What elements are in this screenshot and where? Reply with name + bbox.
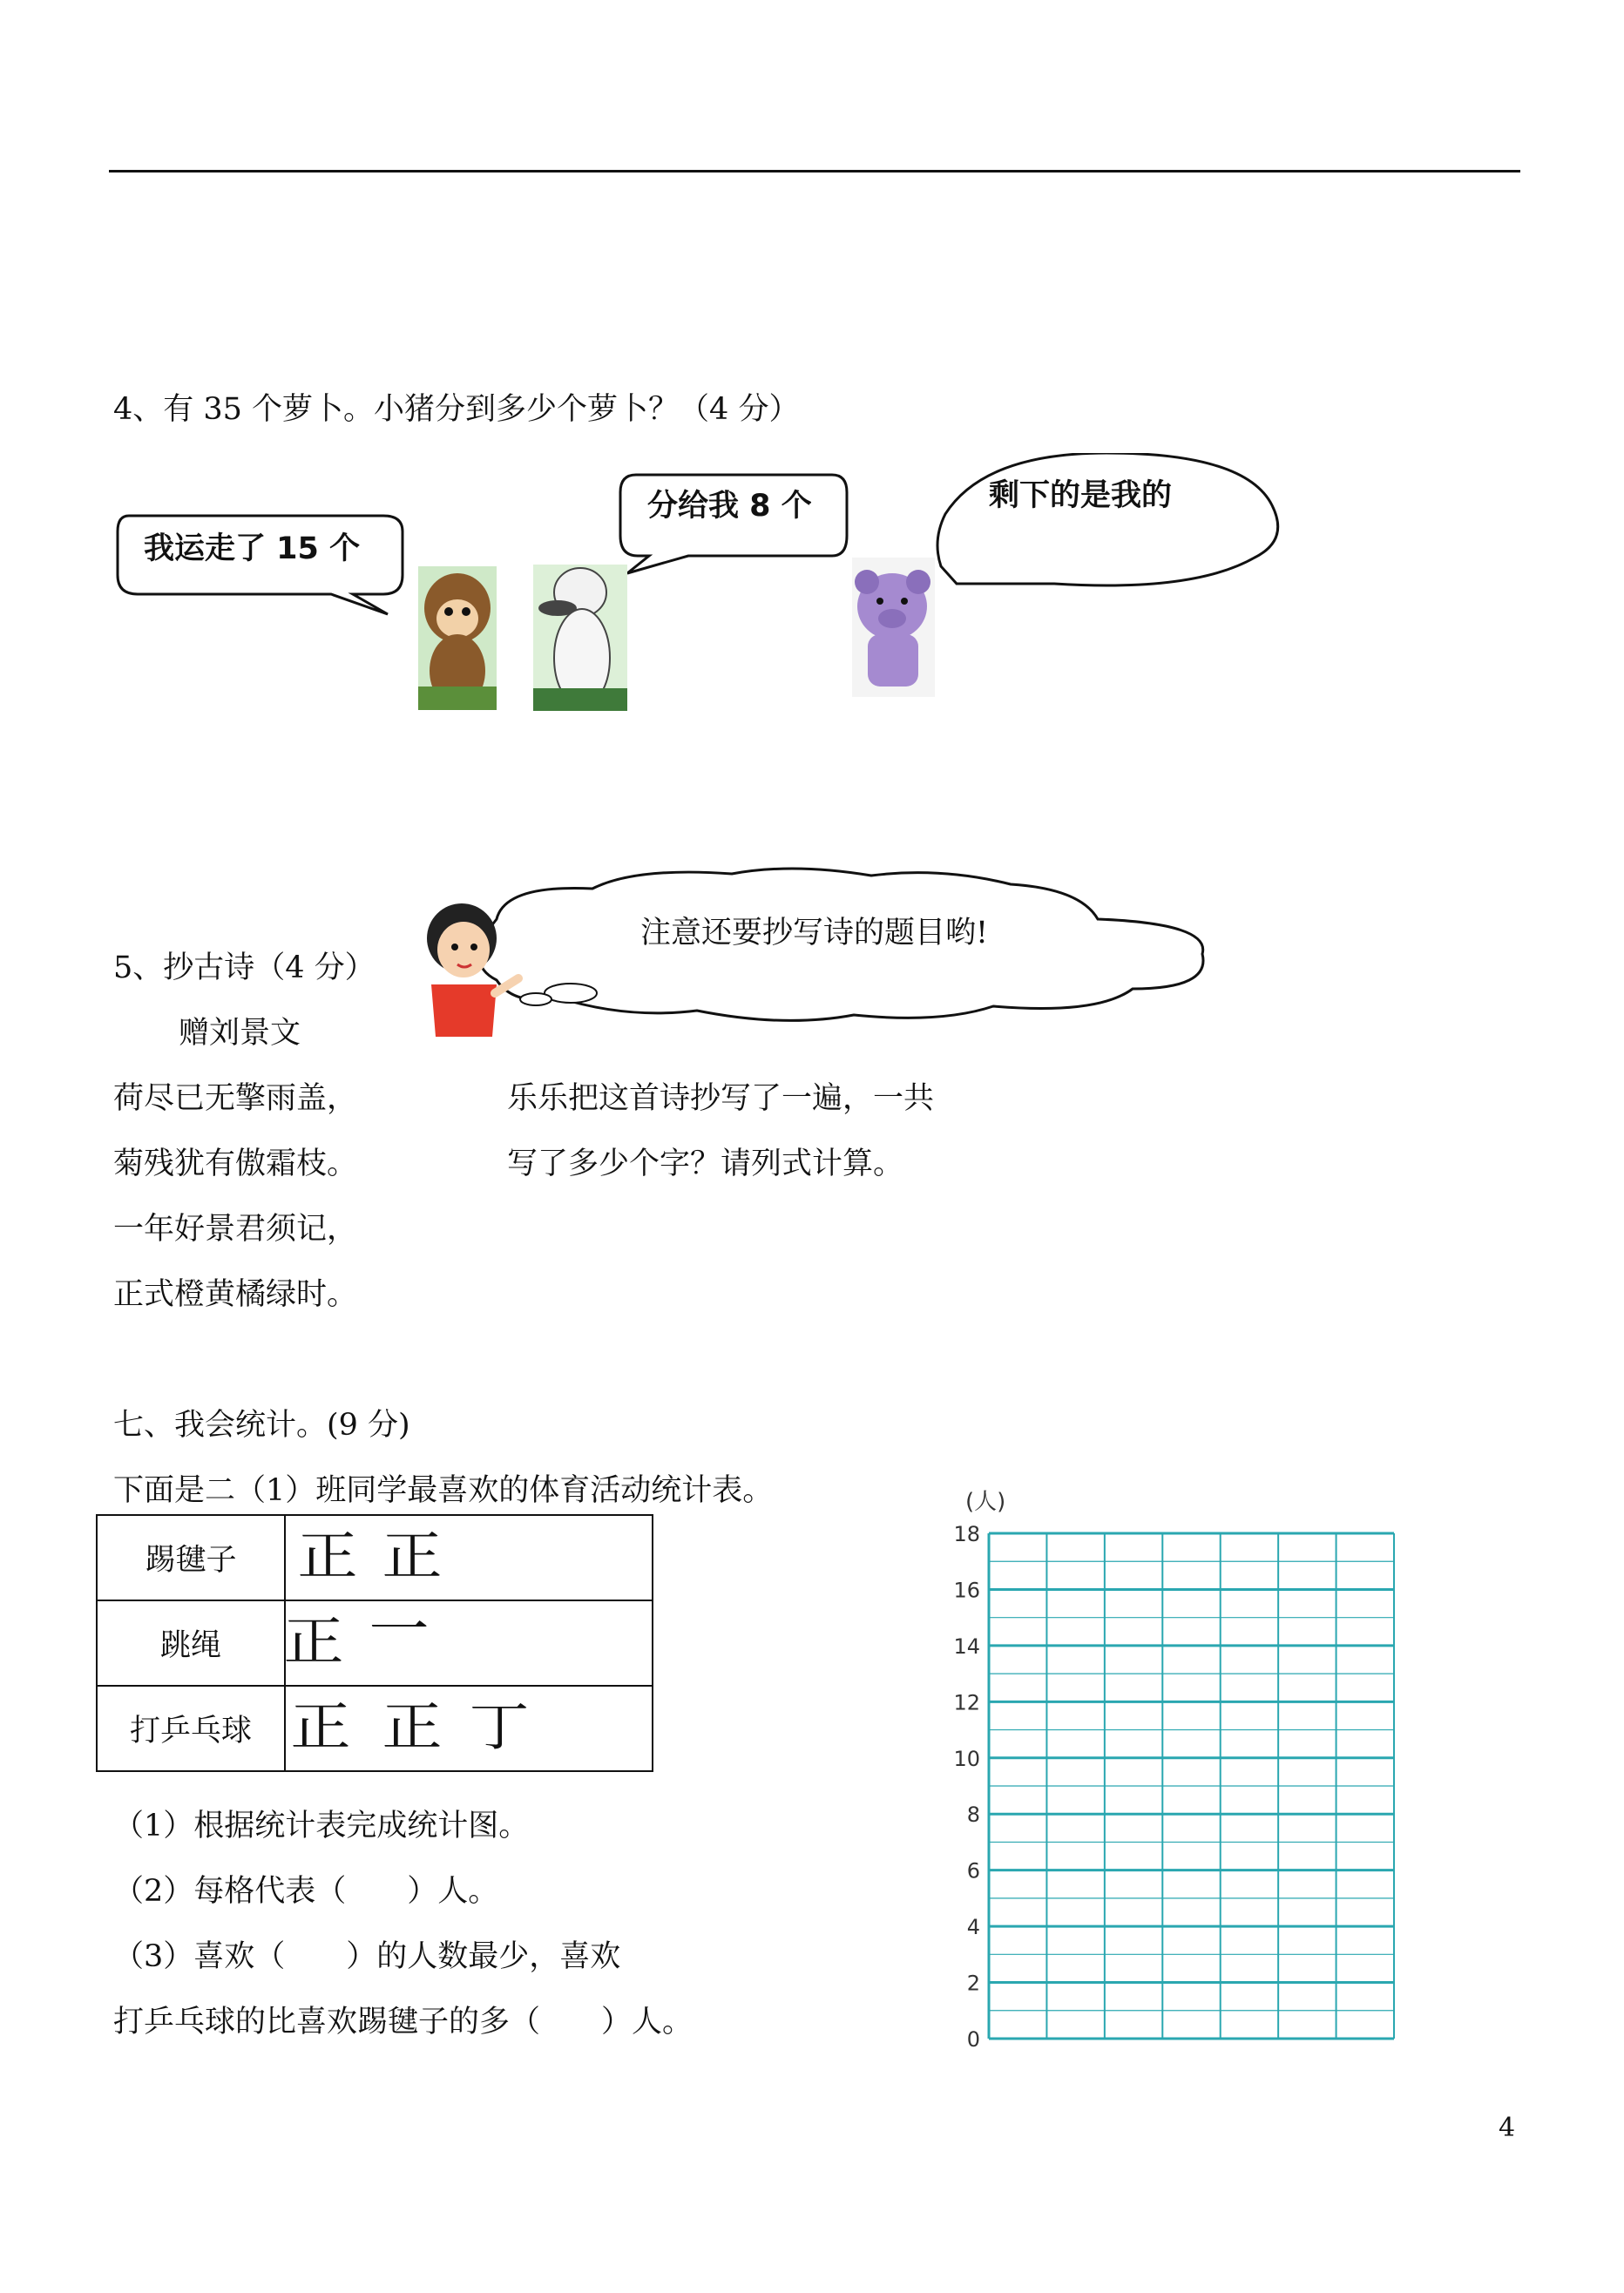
y-tick-label: 2 [966,1971,980,1996]
q7-question: （1）根据统计表完成统计图。 [113,1809,530,1843]
activity-name: 跳绳 [97,1600,285,1686]
y-tick-label: 12 [953,1690,980,1715]
bar-chart-grid [950,1481,1420,2056]
q7-question: （3）喜欢（ ）的人数最少，喜欢 [113,1939,621,1974]
tally-cell [285,1600,653,1686]
cloud-dot [520,993,551,1005]
y-tick-label: 10 [953,1746,980,1771]
q7-title: 七、我会统计。(9 分) [113,1408,410,1443]
y-tick-label: 16 [953,1578,980,1603]
table-row [97,1686,653,1771]
q5-question-line: 写了多少个字？请列式计算。 [507,1146,904,1181]
poem-line: 荷尽已无擎雨盖， [113,1081,358,1116]
tally-mark: 正 [283,1612,344,1673]
header-rule [109,170,1520,172]
rabbit-icon [533,565,627,711]
activity-name: 踢毽子 [97,1515,285,1600]
q5-illustration [383,867,1220,1041]
y-axis-label: (人) [965,1489,1006,1515]
table-row [97,1515,653,1600]
q7-question: 打乒乓球的比喜欢踢毽子的多（ ）人。 [113,2005,694,2039]
speech-bubble-pig [937,453,1278,585]
cloud-dot [545,984,597,1003]
y-tick-label: 14 [953,1634,980,1659]
poem-line: 菊残犹有傲霜枝。 [113,1146,358,1181]
q7-question: （2）每格代表（ ）人。 [113,1874,499,1909]
q5-title: 5、抄古诗（4 分） [113,950,376,985]
poem-title: 赠刘景文 [179,1016,301,1051]
q7-intro: 下面是二（1）班同学最喜欢的体育活动统计表。 [113,1473,774,1508]
y-tick-label: 4 [966,1915,980,1940]
tally-table [96,1514,653,1772]
y-tick-label: 0 [966,2027,980,2052]
q4-title: 4、有 35 个萝卜。小猪分到多少个萝卜？（4 分） [113,392,800,427]
tally-mark: 正 [382,1526,443,1587]
page-number: 4 [1499,2113,1516,2143]
y-tick-label: 8 [966,1803,980,1828]
tally-mark: 正 [382,1697,443,1758]
tally-mark: 丁 [469,1697,530,1758]
y-tick-label: 18 [953,1522,980,1546]
activity-name: 打乒乓球 [97,1686,285,1771]
monkey-icon [418,566,497,710]
bubble-text-rabbit: 分给我 8 个 [647,489,812,524]
tally-mark: 一 [369,1600,430,1661]
q5-question-line: 乐乐把这首诗抄写了一遍，一共 [507,1081,935,1116]
tally-cell [285,1515,653,1600]
cloud-text: 注意还要抄写诗的题目哟! [640,916,989,950]
poem-line: 正式橙黄橘绿时。 [113,1277,358,1312]
tally-mark: 正 [297,1526,358,1587]
table-row [97,1600,653,1686]
bubble-text-monkey: 我运走了 15 个 [144,531,361,566]
y-tick-label: 6 [966,1858,980,1884]
pig-icon [852,558,935,697]
tally-cell [285,1686,653,1771]
tally-mark: 正 [290,1697,351,1758]
bubble-text-pig: 剩下的是我的 [989,478,1173,513]
poem-line: 一年好景君须记， [113,1212,358,1247]
